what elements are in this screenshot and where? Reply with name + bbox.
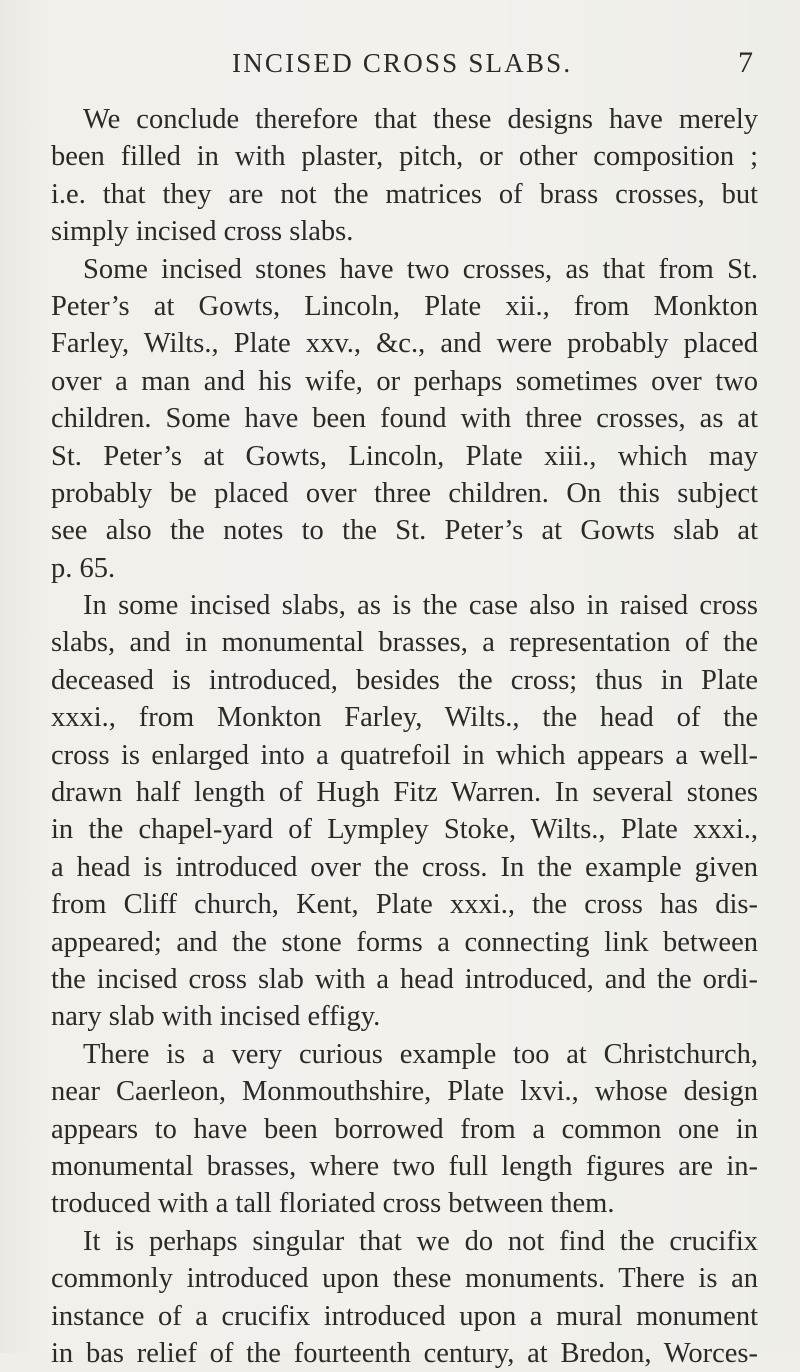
page-number: 7 xyxy=(738,46,753,79)
text-line: over a man and his wife, or perhaps sometimes over two xyxy=(51,365,758,397)
body-text xyxy=(51,101,758,1372)
text-line: commonly introduced upon these monuments. There is an xyxy=(51,1263,758,1295)
text-line: deceased is introduced, besides the cross; thus in Plate xyxy=(51,664,758,696)
paragraph xyxy=(51,1036,758,1223)
text-line: Some incised stones have two crosses, as that from St. xyxy=(83,253,758,285)
paragraph xyxy=(51,1223,758,1372)
text-line: in bas relief of the fourteenth century, at Bredon, Worces- xyxy=(51,1337,758,1369)
text-line: monumental brasses, where two full length figures are in- xyxy=(51,1150,758,1182)
text-line: cross is enlarged into a quatrefoil in which appears a well- xyxy=(51,739,758,771)
text-line: It is perhaps singular that we do not find the crucifix xyxy=(83,1225,758,1257)
text-line: nary slab with incised effigy. xyxy=(51,1001,381,1033)
text-line: i.e. that they are not the matrices of brass crosses, but xyxy=(51,178,758,210)
paragraph xyxy=(51,587,758,1036)
text-line: been filled in with plaster, pitch, or other composition ; xyxy=(51,141,758,173)
text-line: slabs, and in monumental brasses, a representation of the xyxy=(51,627,758,659)
text-line: We conclude therefore that these designs have merely xyxy=(83,104,758,135)
text-line: There is a very curious example too at Christchurch, xyxy=(83,1038,758,1070)
text-line: appeared; and the stone forms a connecting link between xyxy=(51,926,758,958)
text-line: in the chapel-yard of Lympley Stoke, Wilts., Plate xxxi., xyxy=(51,814,758,846)
paragraph xyxy=(51,251,758,588)
paragraph xyxy=(51,101,758,251)
text-line: troduced with a tall floriated cross between them. xyxy=(51,1188,615,1220)
text-line: children. Some have been found with three crosses, as at xyxy=(51,403,758,435)
text-line: St. Peter’s at Gowts, Lincoln, Plate xiii., which may xyxy=(51,440,758,472)
text-line: p. 65. xyxy=(51,552,116,584)
text-line: simply incised cross slabs. xyxy=(51,216,354,248)
text-line: In some incised slabs, as is the case also in raised cross xyxy=(83,590,758,622)
text-line: instance of a crucifix introduced upon a mural monument xyxy=(51,1300,758,1332)
text-line: see also the notes to the St. Peter’s at Gowts slab at xyxy=(51,515,758,547)
text-line: drawn half length of Hugh Fitz Warren. In several stones xyxy=(51,777,758,809)
text-line: near Caerleon, Monmouthshire, Plate lxvi., whose design xyxy=(51,1076,758,1108)
text-line: a head is introduced over the cross. In the example given xyxy=(51,851,758,883)
text-line: probably be placed over three children. On this subject xyxy=(51,477,758,509)
text-line: xxxi., from Monkton Farley, Wilts., the head of the xyxy=(51,702,758,734)
text-line: appears to have been borrowed from a common one in xyxy=(51,1113,758,1145)
text-line: the incised cross slab with a head introduced, and the ordi- xyxy=(51,963,758,995)
text-line: Farley, Wilts., Plate xxv., &c., and were probably placed xyxy=(51,328,758,360)
text-line: from Cliff church, Kent, Plate xxxi., the cross has dis- xyxy=(51,889,758,921)
text-line: Peter’s at Gowts, Lincoln, Plate xii., from Monkton xyxy=(51,290,758,322)
running-head xyxy=(0,48,800,88)
running-head-title: INCISED CROSS SLABS. xyxy=(232,48,573,78)
